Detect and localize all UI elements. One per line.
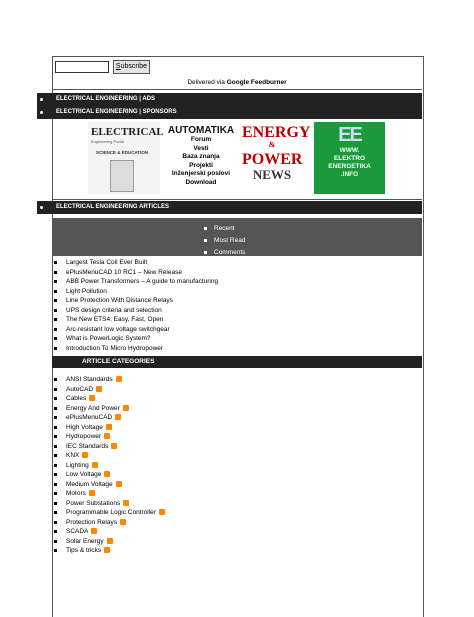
rss-feed-icon[interactable] [115,414,121,420]
tab-label: Comments [214,249,246,256]
rss-feed-icon[interactable] [116,481,122,487]
sponsor-logo-text: AUTOMATIKA [167,125,235,136]
sponsor-line: ELEKTRO [333,155,366,162]
rss-feed-icon[interactable] [92,462,98,468]
category-item[interactable] [52,451,165,461]
tab-label: Most Read [214,237,246,244]
category-item[interactable] [52,442,165,452]
category-link[interactable]: IEC Standards [66,442,109,450]
sponsors-title: ELECTRICAL ENGINEERING | SPONSORS [56,109,177,115]
bullet-icon [40,98,43,101]
rss-feed-icon[interactable] [82,452,88,458]
category-link[interactable]: Energy And Power [66,404,120,412]
category-item[interactable] [52,461,165,471]
category-link[interactable]: SCADA [66,528,89,535]
recent-articles-list [52,258,218,353]
category-item[interactable] [52,423,165,433]
sponsor-electrical-engineering-portal[interactable] [88,122,164,194]
articles-title: ELECTRICAL ENGINEERING ARTICLES [56,204,170,210]
sponsor-line: Download [185,178,217,186]
category-item[interactable] [52,489,165,499]
category-item[interactable] [52,499,165,509]
rss-feed-icon[interactable] [104,433,110,439]
article-link[interactable]: What is PowerLogic System? [52,334,218,344]
category-link[interactable]: ePlusMenuCAD [66,414,113,421]
category-item[interactable] [52,375,165,385]
sponsor-elektroenergetika[interactable] [314,122,385,194]
category-item[interactable] [52,518,165,528]
category-link[interactable]: Power Substations [66,499,121,507]
category-link[interactable]: Low Voltage [66,471,102,478]
article-link[interactable]: Largest Tesla Coil Ever Built [52,258,218,268]
sponsor-line: Vesti [193,144,209,152]
category-link[interactable]: Protection Relays [66,518,117,526]
article-link[interactable]: UPS design criteria and selection [52,306,218,316]
sponsor-logo-text: ELECTRICAL [91,126,164,138]
tab-label: Recent [214,225,235,232]
category-link[interactable]: High Voltage [66,423,103,431]
sponsor-line: Forum [190,136,212,143]
category-link[interactable]: Motors [66,490,86,497]
category-link[interactable]: KNX [66,452,80,459]
category-item[interactable] [52,508,165,518]
bullet-icon [204,227,207,230]
article-tabs [52,218,422,256]
rss-feed-icon[interactable] [106,424,112,430]
sponsor-energy-power-news[interactable] [242,122,311,194]
categories-title: ARTICLE CATEGORIES [82,358,155,365]
category-item[interactable] [52,404,165,414]
bullet-icon [40,206,43,209]
rss-feed-icon[interactable] [120,519,126,525]
sponsor-logo-text: NEWS [252,167,292,182]
sponsor-line: WWW. [339,147,360,154]
sponsor-logo-text: POWER [242,151,303,168]
sponsor-automatika[interactable] [165,122,237,194]
sponsor-line: .INFO [340,171,359,178]
category-link[interactable]: Medium Voltage [66,480,113,488]
rss-feed-icon[interactable] [123,500,129,506]
subscribe-box [52,56,422,90]
category-item[interactable] [52,470,165,480]
category-item[interactable] [52,413,165,423]
category-link[interactable]: Programmable Logic Controller [66,509,156,516]
categories-list [52,375,165,556]
sponsor-subtitle: Engineering Portal [91,139,124,144]
rss-feed-icon[interactable] [89,395,95,401]
sponsors-area [52,119,422,200]
sponsor-line: Baza znanja [182,153,220,160]
category-link[interactable]: ANSI Standards [66,376,113,383]
email-input[interactable] [55,61,109,73]
rss-feed-icon[interactable] [116,376,122,382]
ee-logo-icon: EE [338,124,361,146]
article-link[interactable]: Arc-resistant low voltage switchgear [52,325,218,335]
category-item[interactable] [52,527,165,537]
category-link[interactable]: Tips & tricks [66,547,102,554]
sponsor-logo-text: ENERGY [242,124,311,141]
rss-feed-icon[interactable] [104,471,110,477]
sponsor-logo-text: & [268,140,276,149]
article-link[interactable]: ePlusMenuCAD 10 RC1 – New Release [52,268,218,278]
rss-feed-icon[interactable] [159,509,165,515]
tab-most-read[interactable] [214,237,245,244]
sponsor-tagline: SCIENCE & EDUCATION [96,150,149,155]
circuit-breaker-image [110,160,134,192]
article-link[interactable]: Introduction To Micro Hydropower [52,344,218,354]
bullet-icon [204,239,207,242]
bullet-icon [204,251,207,254]
ads-title: ELECTRICAL ENGINEERING | ADS [56,96,156,102]
rss-feed-icon[interactable] [96,386,102,392]
category-item[interactable] [52,537,165,547]
rss-feed-icon[interactable] [91,528,97,534]
category-link[interactable]: Hydropower [66,433,102,440]
rss-feed-icon[interactable] [123,405,129,411]
tab-recent[interactable] [214,225,235,232]
category-item[interactable] [52,480,165,490]
subscribe-button[interactable]: Subscribe [113,60,150,74]
category-link[interactable]: Cables [66,395,87,402]
tab-comments[interactable] [214,249,245,256]
category-link[interactable]: Lighting [66,461,89,469]
bullet-icon [40,111,43,114]
rss-feed-icon[interactable] [111,443,117,449]
sponsor-line: ENERGETIKA [328,163,371,170]
sponsors-bar [37,106,422,119]
article-link[interactable]: Line Protection With Distance Relays [52,296,218,306]
category-link[interactable]: Solar Energy [66,537,104,545]
ads-bar [37,93,422,106]
article-link[interactable]: The New ETS4: Easy, Fast, Open [52,315,218,325]
category-link[interactable]: AutoCAD [66,385,94,393]
category-item[interactable] [52,394,165,404]
article-link[interactable]: Light Pollution [52,287,218,297]
articles-bar [37,201,422,214]
categories-bar [52,356,422,368]
article-link[interactable]: ABB Power Transformers – A guide to manufacturing [52,277,218,287]
feedburner-link[interactable]: Google Feedburner [226,79,287,86]
category-item[interactable] [52,385,165,395]
category-item[interactable] [52,546,165,556]
sponsor-line: Inženjerski poslovi [171,170,231,177]
delivered-via: Delivered via Google Feedburner [187,79,287,86]
sponsor-line: Projekti [189,161,213,169]
rss-feed-icon[interactable] [104,547,110,553]
rss-feed-icon[interactable] [107,538,113,544]
category-item[interactable] [52,432,165,442]
rss-feed-icon[interactable] [89,490,95,496]
